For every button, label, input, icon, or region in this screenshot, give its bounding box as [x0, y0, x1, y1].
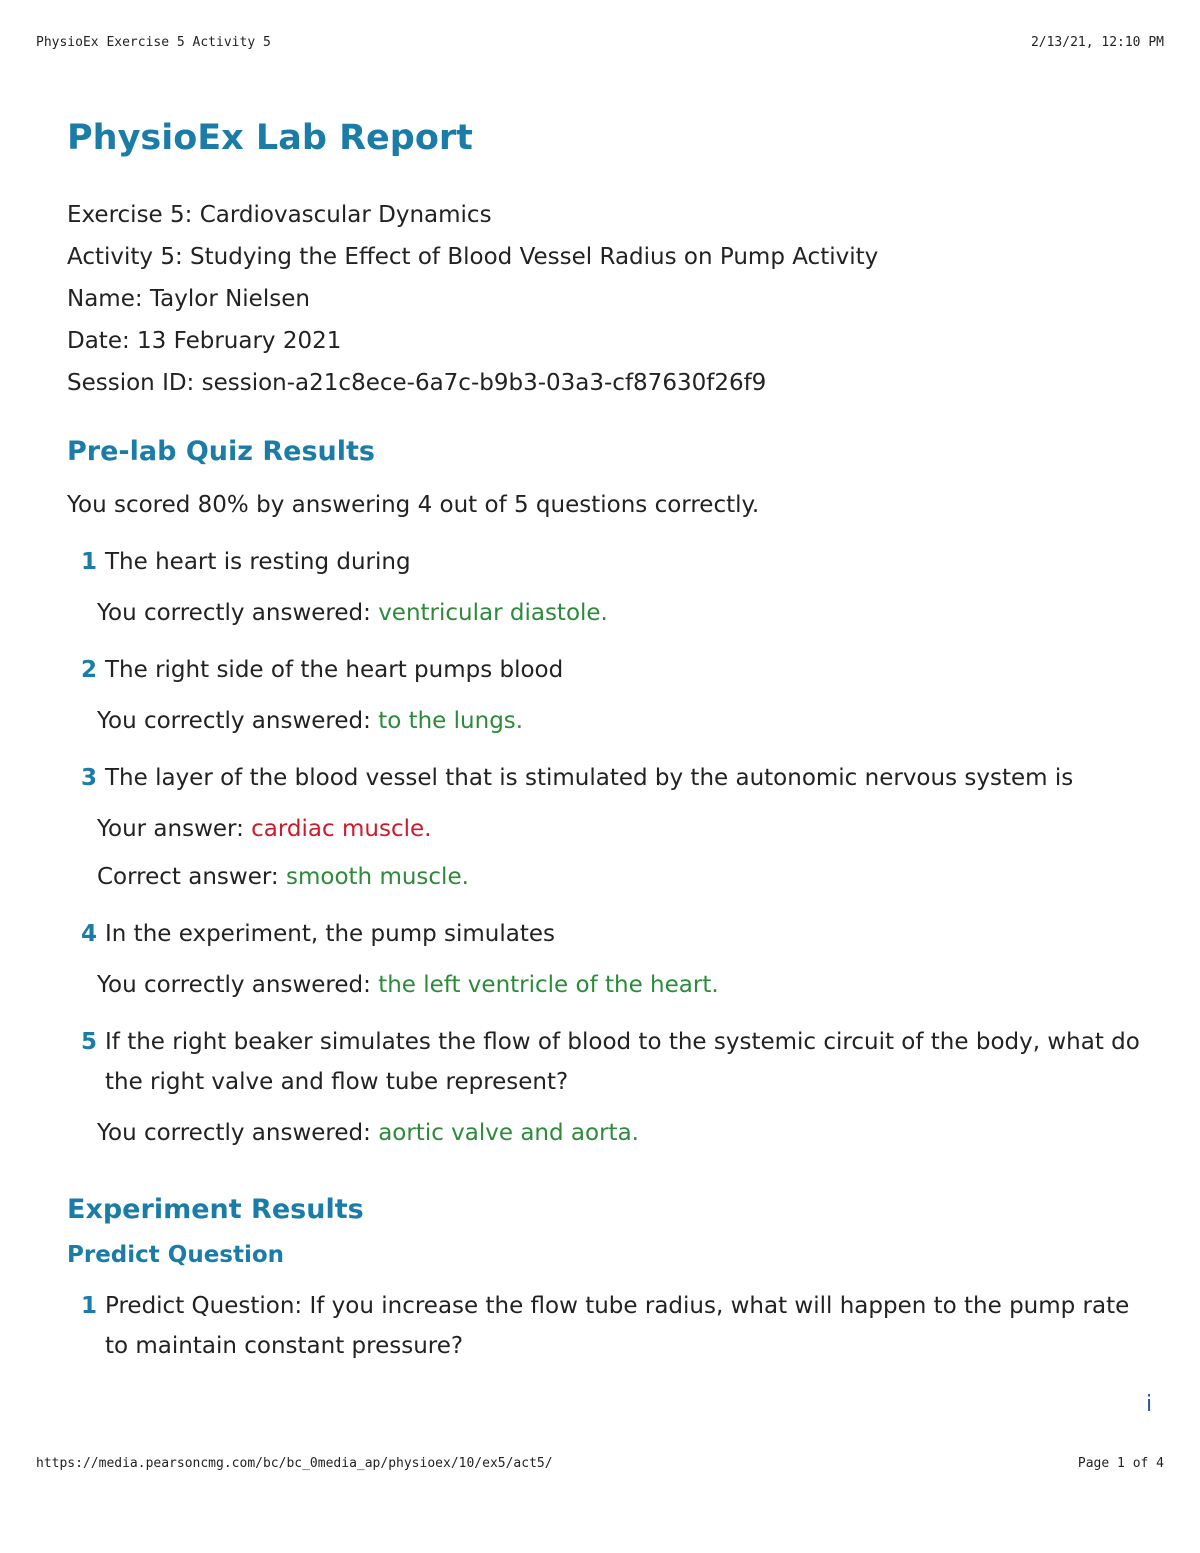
report-title: PhysioEx Lab Report — [67, 118, 473, 158]
prelab-score: You scored 80% by answering 4 out of 5 questions correctly. — [67, 492, 760, 518]
print-header — [36, 35, 1164, 50]
print-header-title: PhysioEx Exercise 5 Activity 5 — [36, 35, 271, 50]
correct-answer: ventricular diastole. — [378, 600, 608, 626]
predict-question — [67, 1286, 1147, 1366]
predict-subheading: Predict Question — [67, 1242, 285, 1268]
question-text: Predict Question: If you increase the flow tube radius, what will happen to the pump rate to maintain constant pressure? — [105, 1293, 1130, 1359]
question-number: 3 — [80, 765, 97, 791]
experiment-heading: Experiment Results — [67, 1194, 364, 1225]
prelab-heading: Pre-lab Quiz Results — [67, 436, 375, 467]
question-number: 1 — [80, 549, 97, 575]
answer-label: Correct answer: — [97, 864, 286, 890]
print-header-timestamp: 2/13/21, 12:10 PM — [1030, 35, 1164, 50]
info-icon[interactable]: i — [1146, 1392, 1153, 1417]
correct-answer: aortic valve and aorta. — [378, 1120, 639, 1146]
quiz-question — [67, 758, 1147, 798]
answer-label: You correctly answered: — [97, 1120, 379, 1146]
quiz-question — [67, 542, 1147, 582]
question-text: In the experiment, the pump simulates — [105, 921, 555, 947]
correct-answer: to the lungs. — [378, 708, 524, 734]
quiz-your-answer — [97, 812, 1147, 846]
quiz-question — [67, 914, 1147, 954]
question-text: If the right beaker simulates the flow of blood to the systemic circuit of the body, what do the right valve and flow tube represent? — [105, 1029, 1140, 1095]
answer-label: You correctly answered: — [97, 972, 379, 998]
question-number: 2 — [80, 657, 97, 683]
report-content — [67, 112, 1147, 1366]
quiz-question — [67, 1022, 1147, 1102]
correct-answer: the left ventricle of the heart. — [378, 972, 719, 998]
question-number: 4 — [80, 921, 97, 947]
question-text: The heart is resting during — [105, 549, 411, 575]
correct-answer: smooth muscle. — [286, 864, 469, 890]
name-line: Name: Taylor Nielsen — [67, 286, 310, 312]
question-number: 1 — [80, 1293, 97, 1319]
answer-label: Your answer: — [97, 816, 252, 842]
question-text: The layer of the blood vessel that is stimulated by the autonomic nervous system is — [105, 765, 1074, 791]
date-line: Date: 13 February 2021 — [67, 328, 342, 354]
quiz-answer — [97, 596, 1147, 630]
quiz-correct-answer — [97, 860, 1147, 894]
answer-label: You correctly answered: — [97, 600, 379, 626]
print-footer-url: https://media.pearsoncmg.com/bc/bc_0media_ap/physioex/10/ex5/act5/ — [36, 1456, 553, 1471]
exercise-line: Exercise 5: Cardiovascular Dynamics — [67, 202, 492, 228]
session-line: Session ID: session-a21c8ece-6a7c-b9b3-03a3-cf87630f26f9 — [67, 370, 767, 396]
print-footer — [36, 1456, 1164, 1471]
quiz-answer — [97, 1116, 1147, 1150]
question-number: 5 — [80, 1029, 97, 1055]
question-text: The right side of the heart pumps blood — [105, 657, 564, 683]
quiz-answer — [97, 968, 1147, 1002]
activity-line: Activity 5: Studying the Effect of Blood Vessel Radius on Pump Activity — [67, 244, 879, 270]
quiz-question — [67, 650, 1147, 690]
wrong-answer: cardiac muscle. — [251, 816, 432, 842]
quiz-answer — [97, 704, 1147, 738]
print-footer-page: Page 1 of 4 — [1077, 1456, 1164, 1471]
answer-label: You correctly answered: — [97, 708, 379, 734]
